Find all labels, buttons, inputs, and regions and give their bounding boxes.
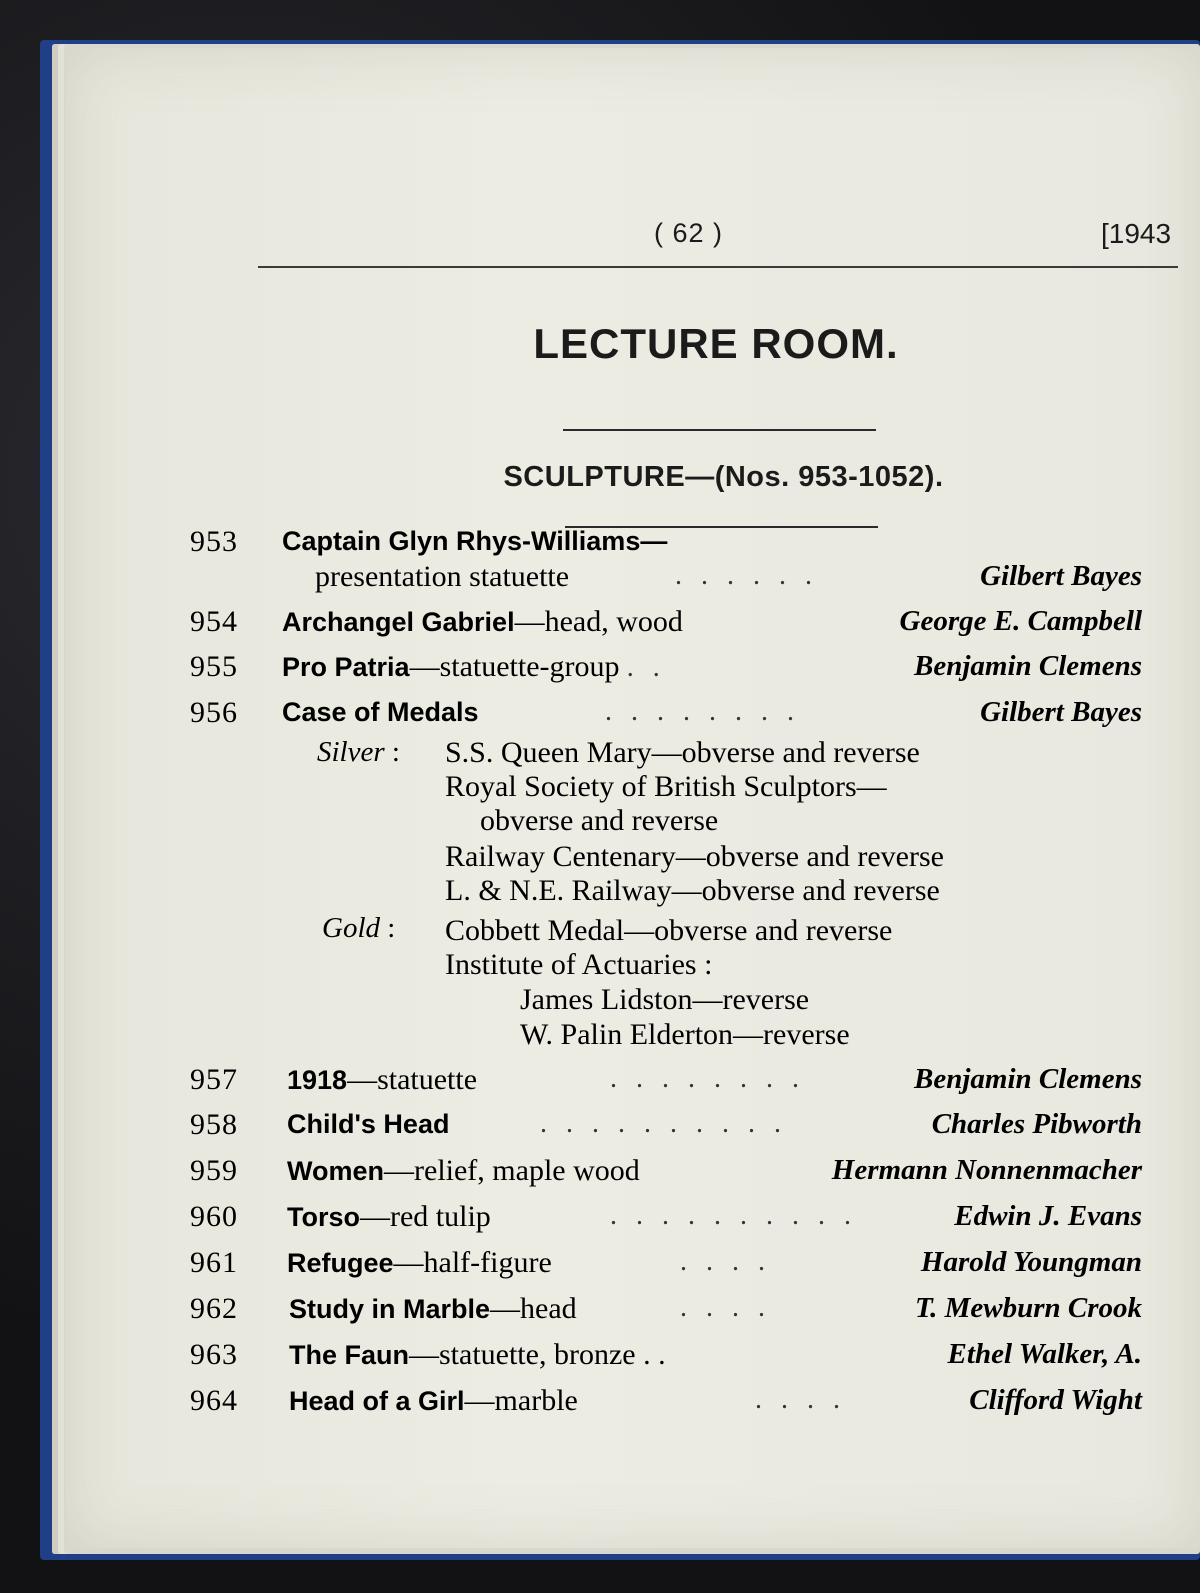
entry-artist: Benjamin Clemens: [913, 650, 1142, 682]
entry-number: 954: [190, 605, 238, 638]
entry-detail: —head, wood: [514, 605, 683, 638]
entry-artist: Edwin J. Evans: [954, 1200, 1142, 1232]
entry-number: 953: [190, 525, 238, 558]
entry-detail: —relief, maple wood: [384, 1154, 640, 1187]
leader-dots: . . . .: [680, 1246, 771, 1277]
entry-title: Pro Patria: [282, 652, 410, 682]
entry-title: 1918: [287, 1065, 348, 1095]
entry-number: 955: [190, 650, 238, 683]
entry-detail: —red tulip: [360, 1200, 491, 1233]
catalogue-entry: [190, 525, 1142, 565]
entry-number: 958: [190, 1108, 238, 1141]
entry-artist: Harold Youngman: [920, 1246, 1142, 1278]
entry-detail: —statuette, bronze . .: [409, 1338, 666, 1371]
catalogue-entry: [190, 1246, 1142, 1286]
entry-description: [289, 1338, 666, 1372]
entry-number: 956: [190, 696, 238, 729]
entry-artist: Gilbert Bayes: [980, 696, 1142, 728]
entry-detail: —statuette-group: [409, 650, 620, 683]
medal-line: Royal Society of British Sculptors—: [445, 770, 887, 803]
entry-number: 964: [190, 1384, 238, 1417]
entry-description: [287, 1108, 449, 1141]
medal-line: W. Palin Elderton—reverse: [520, 1018, 850, 1051]
silver-label: Silver :: [317, 736, 400, 768]
entry-number: 959: [190, 1154, 238, 1187]
medal-line: S.S. Queen Mary—obverse and reverse: [445, 736, 920, 769]
leader-dots: . . . .: [755, 1384, 846, 1415]
entry-description: [282, 605, 683, 639]
entry-title: Women: [287, 1156, 385, 1186]
entry-description: [289, 1384, 578, 1418]
entry-title: Archangel Gabriel: [282, 607, 515, 637]
medal-line: Institute of Actuaries :: [445, 948, 713, 981]
page-title: LECTURE ROOM.: [533, 320, 899, 367]
title-rule-top: [563, 429, 876, 431]
entry-description: [282, 696, 479, 729]
entry-description: [287, 1154, 640, 1188]
entry-detail: —half-figure: [393, 1246, 552, 1279]
entry-detail: —head: [490, 1292, 577, 1325]
entry-title: Head of a Girl: [289, 1386, 465, 1416]
entry-title: Study in Marble: [289, 1294, 491, 1324]
leader-dots: . . . . . . . . . .: [540, 1108, 787, 1139]
medal-line: Railway Centenary—obverse and reverse: [445, 840, 944, 873]
catalogue-entry: [190, 1154, 1142, 1194]
entry-number: 963: [190, 1338, 238, 1371]
entry-title: Child's Head: [287, 1109, 450, 1139]
year-marker: [1943: [1101, 218, 1172, 249]
entry-number: 960: [190, 1200, 238, 1233]
entry-number: 961: [190, 1246, 238, 1279]
entry-description: [287, 1200, 491, 1234]
catalogue-entry: [190, 1063, 1142, 1103]
page-number: ( 62 ): [654, 218, 724, 248]
entry-artist: Ethel Walker, A.: [947, 1338, 1142, 1370]
entry-title: Torso: [287, 1202, 360, 1232]
entry-title: Captain Glyn Rhys-Williams—: [282, 526, 668, 556]
entry-description: [282, 525, 667, 558]
entry-number: 962: [190, 1292, 238, 1325]
entry-artist: T. Mewburn Crook: [915, 1292, 1142, 1324]
medal-line: James Lidston—reverse: [520, 983, 810, 1016]
entry-number: 957: [190, 1063, 238, 1096]
leader-dots: . .: [626, 652, 666, 683]
entry-title: Case of Medals: [282, 697, 479, 727]
catalogue-entry: [190, 1338, 1142, 1378]
catalogue-entry: [190, 1200, 1142, 1240]
catalogue-entry: [190, 696, 1142, 736]
catalogue-entry: [190, 1108, 1142, 1148]
catalogue-entry: [190, 1292, 1142, 1332]
leader-dots: . . . . . . . .: [605, 696, 800, 727]
entry-artist: Benjamin Clemens: [913, 1063, 1142, 1095]
leader-dots: . . . .: [680, 1292, 771, 1323]
entry-description: [287, 1246, 552, 1280]
entry-description: [287, 1063, 477, 1097]
medal-line: L. & N.E. Railway—obverse and reverse: [445, 874, 940, 907]
entry-detail: —statuette: [347, 1063, 478, 1096]
entry-artist: Gilbert Bayes: [980, 560, 1142, 592]
catalogue-entry-continuation: [190, 560, 1142, 600]
entry-description: [289, 1292, 577, 1326]
leader-dots: . . . . . . . . . .: [610, 1200, 857, 1231]
catalogue-entry: [190, 650, 1142, 690]
entry-detail: —marble: [464, 1384, 578, 1417]
entry-artist: Clifford Wight: [969, 1384, 1142, 1416]
gold-label: Gold :: [322, 912, 396, 944]
entry-artist: Hermann Nonnenmacher: [831, 1154, 1142, 1186]
entry-artist: Charles Pibworth: [931, 1108, 1142, 1140]
entry-continuation: presentation statuette: [315, 560, 570, 593]
medal-line: Cobbett Medal—obverse and reverse: [445, 914, 893, 947]
entry-description: [282, 650, 666, 684]
leader-dots: . . . . . .: [675, 560, 818, 591]
entry-title: The Faun: [289, 1340, 409, 1370]
catalogue-entry: [190, 1384, 1142, 1424]
entry-artist: George E. Campbell: [899, 605, 1142, 637]
section-subtitle: SCULPTURE—(Nos. 953-1052).: [503, 461, 944, 493]
entry-title: Refugee: [287, 1248, 394, 1278]
catalogue-entry: [190, 605, 1142, 645]
leader-dots: . . . . . . . .: [610, 1063, 805, 1094]
medal-line: obverse and reverse: [480, 804, 719, 837]
header-rule: [258, 266, 1178, 268]
